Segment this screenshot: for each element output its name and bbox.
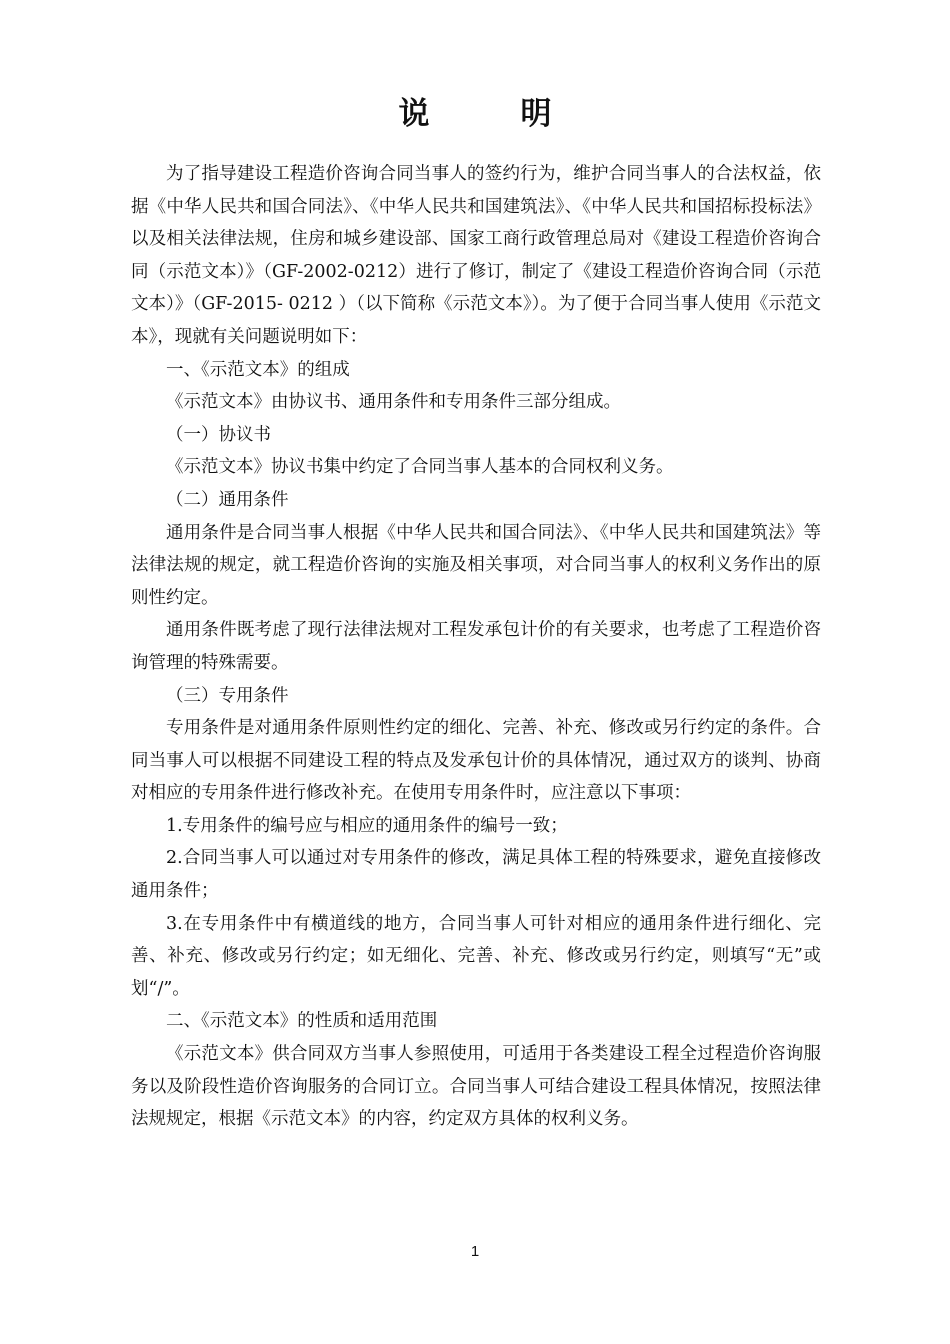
page-number: 1 xyxy=(470,1243,480,1260)
page-title: 说 明 xyxy=(398,96,582,132)
subsection-heading-special-conditions: （三）专用条件 xyxy=(166,685,289,706)
general-conditions-paragraph-1: 通用条件是合同当事人根据《中华人民共和国合同法》、《中华人民共和国建筑法》等法律法规的规定，就工程造价咨询的实施及相关事项，对合同当事人的权利义务作出的原则性约定。 xyxy=(131,522,821,608)
scope-paragraph: 《示范文本》供合同双方当事人参照使用，可适用于各类建设工程全过程造价咨询服务以及阶段性造价咨询服务的合同订立。合同当事人可结合建设工程具体情况，按照法律法规规定，根据《示范文本》的内容，约定双方具体的权利义务。 xyxy=(131,1044,821,1130)
subsection-heading-general-conditions: （二）通用条件 xyxy=(166,489,289,510)
agreement-paragraph: 《示范文本》协议书集中约定了合同当事人基本的合同权利义务。 xyxy=(166,457,674,478)
section-heading-composition: 一、《示范文本》的组成 xyxy=(166,359,350,380)
section-heading-scope: 二、《示范文本》的性质和适用范围 xyxy=(166,1011,438,1032)
composition-paragraph: 《示范文本》由协议书、通用条件和专用条件三部分组成。 xyxy=(166,392,621,413)
list-item: 3.在专用条件中有横道线的地方，合同当事人可针对相应的通用条件进行细化、完善、补充、修改或另行约定；如无细化、完善、补充、修改或另行约定，则填写“无”或划“/”。 xyxy=(131,913,821,999)
general-conditions-paragraph-2: 通用条件既考虑了现行法律法规对工程发承包计价的有关要求，也考虑了工程造价咨询管理的特殊需要。 xyxy=(131,620,821,673)
list-item: 1.专用条件的编号应与相应的通用条件的编号一致； xyxy=(166,815,568,836)
list-item: 2.合同当事人可以通过对专用条件的修改，满足具体工程的特殊要求，避免直接修改通用条件； xyxy=(131,848,821,902)
special-conditions-paragraph: 专用条件是对通用条件原则性约定的细化、完善、补充、修改或另行约定的条件。合同当事人可以根据不同建设工程的特点及发承包计价的具体情况，通过双方的谈判、协商对相应的专用条件进行修改补充。在使用专用条件时，应注意以下事项： xyxy=(131,718,821,804)
intro-paragraph: 为了指导建设工程造价咨询合同当事人的签约行为，维护合同当事人的合法权益，依据《中华人民共和国合同法》、《中华人民共和国建筑法》、《中华人民共和国招标投标法》以及相关法律法规，住房和城乡建设部、国家工商行政管理总局对《建设工程造价咨询合同（示范文本）》（GF-2002-0212）进行了修订，制定了《建设工程造价咨询合同（示范文本）》（GF-2015- 0212 ）（以下简称《示范文本》）。为了便于合同当事人使用《示范文本》，现就有关问题说明如下： xyxy=(131,164,821,347)
subsection-heading-agreement: （一）协议书 xyxy=(166,424,271,445)
document-body xyxy=(131,158,821,1136)
